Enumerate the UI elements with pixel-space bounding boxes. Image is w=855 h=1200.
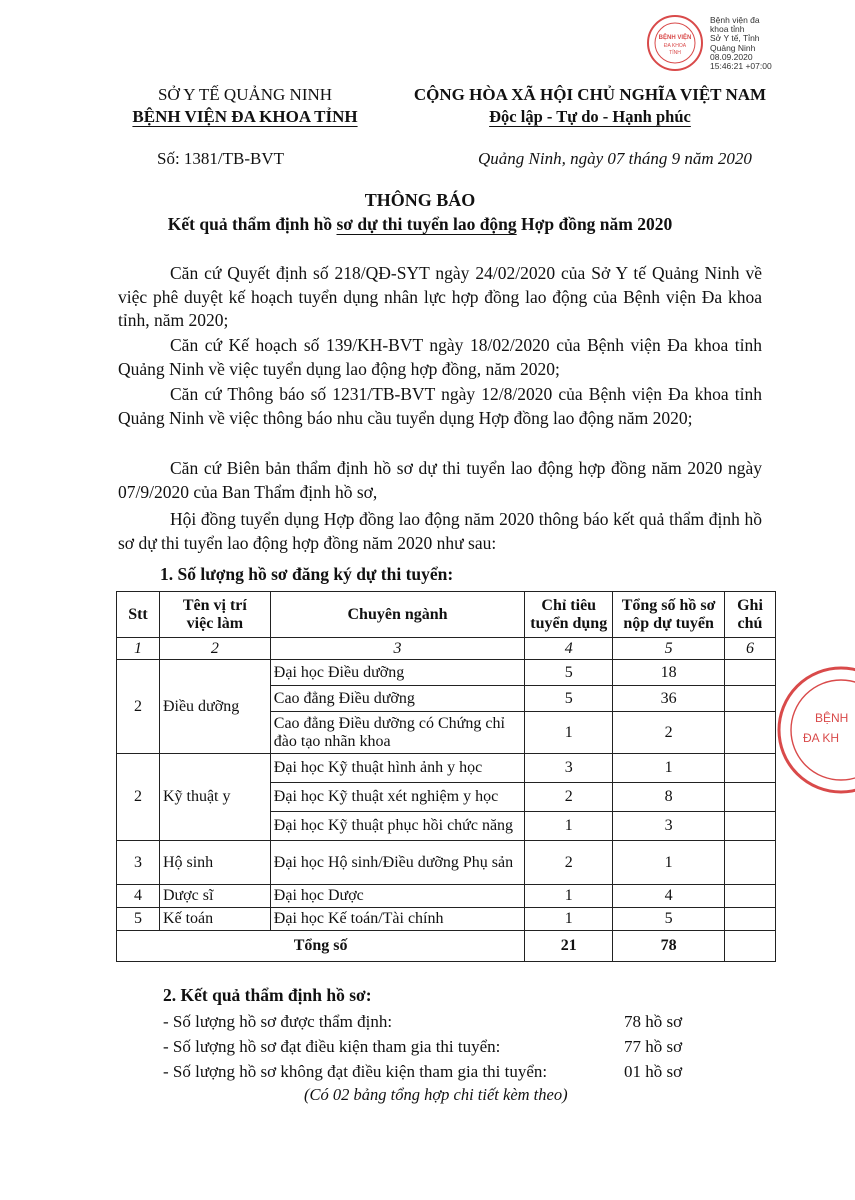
cell-total: 3 (613, 812, 725, 841)
table-row (117, 908, 776, 931)
cell-note (725, 812, 776, 841)
cell-major: Đại học Kỹ thuật xét nghiệm y học (270, 783, 525, 812)
subtitle-part: Kết quả thẩm định hồ (167, 214, 337, 234)
signature-line: Bệnh viện đa (710, 15, 760, 25)
header-stt: Stt (117, 592, 160, 638)
cell-major: Cao đẳng Điều dưỡng (270, 686, 525, 712)
document-subtitle (60, 214, 780, 235)
paragraph: Căn cứ Quyết định số 218/QĐ-SYT ngày 24/02/2020 của Sở Y tế Quảng Ninh về việc phê duyệt kế hoạch tuyển dụng nhân lực hợp đồng lao động của Bệnh viện Đa khoa tỉnh, năm 2020; (118, 263, 762, 331)
header-position (159, 592, 270, 638)
agency-line-1: SỞ Y TẾ QUẢNG NINH (157, 85, 333, 104)
cell-position: Dược sĩ (159, 885, 270, 908)
cell-stt: 3 (117, 841, 160, 885)
cell-major: Đại học Dược (270, 885, 525, 908)
signature-line: 15:46:21 +07:00 (710, 61, 772, 72)
header-line: chú (737, 614, 763, 632)
cell-note (725, 908, 776, 931)
cell-total: 1 (613, 754, 725, 783)
cell-position: Kỹ thuật y (159, 754, 270, 841)
motto: Độc lập - Tự do - Hạnh phúc (489, 107, 691, 126)
svg-text:ĐA KHOA: ĐA KHOA (663, 43, 687, 49)
paragraph: Hội đồng tuyển dụng Hợp đồng lao động năm 2020 thông báo kết quả thẩm định hồ sơ dự thi tuyển lao động hợp đồng năm 2020 như sau: (118, 509, 762, 553)
header-line: Tổng số hồ sơ (621, 596, 716, 614)
digital-signature-info (710, 16, 820, 71)
result-label: - Số lượng hồ sơ đạt điều kiện tham gia thi tuyển: (163, 1037, 501, 1056)
header-line: nộp dự tuyển (623, 614, 714, 632)
document-title: THÔNG BÁO (364, 190, 476, 210)
table-row (117, 885, 776, 908)
signature-line: Quảng Ninh (710, 42, 756, 53)
total-quota: 21 (525, 931, 613, 962)
result-label: - Số lượng hồ sơ không đạt điều kiện tham gia thi tuyển: (163, 1062, 548, 1081)
header-quota (525, 592, 613, 638)
index-cell: 6 (725, 638, 776, 660)
section-1-title: 1. Số lượng hồ sơ đăng ký dự thi tuyển: (160, 564, 454, 584)
cell-total: 4 (613, 885, 725, 908)
result-value: 78 hồ sơ (624, 1012, 683, 1031)
cell-major: Đại học Điều dưỡng (270, 660, 525, 686)
paragraph: Căn cứ Thông báo số 1231/TB-BVT ngày 12/8/2020 của Bệnh viện Đa khoa tỉnh Quảng Ninh về việc thông báo nhu cầu tuyển dụng Hợp đồng lao động năm 2020; (118, 384, 762, 428)
subtitle-part: Hợp đồng năm 2020 (516, 214, 673, 234)
svg-text:TỈNH: TỈNH (669, 50, 681, 56)
result-label: - Số lượng hồ sơ được thẩm định: (163, 1012, 393, 1031)
result-value: 77 hồ sơ (624, 1037, 683, 1056)
header-total (613, 592, 725, 638)
digital-signature-seal (646, 14, 704, 72)
document-number: Số: 1381/TB-BVT (157, 149, 285, 168)
cell-note (725, 754, 776, 783)
header-line: Chỉ tiêu (541, 596, 597, 614)
cell-quota: 1 (525, 885, 613, 908)
paragraph: Căn cứ Biên bản thẩm định hồ sơ dự thi tuyển lao động hợp đồng năm 2020 ngày 07/9/2020 của Ban Thẩm định hồ sơ, (118, 458, 762, 502)
total-label: Tổng số (117, 931, 525, 962)
table-row (117, 841, 776, 885)
hospital-seal (775, 664, 855, 796)
header-major: Chuyên ngành (270, 592, 525, 638)
cell-position: Điều dưỡng (159, 660, 270, 754)
cell-stt: 4 (117, 885, 160, 908)
table-row (117, 660, 776, 686)
national-header (380, 84, 800, 128)
cell-major: Cao đẳng Điều dưỡng có Chứng chỉ đào tạo nhãn khoa (270, 712, 525, 754)
cell-total: 36 (613, 686, 725, 712)
issuing-agency (100, 84, 390, 128)
header-line: tuyển dụng (530, 614, 608, 632)
table-index-row (117, 638, 776, 660)
header-line: Tên vị trí (182, 596, 247, 614)
cell-note (725, 885, 776, 908)
cell-position: Hộ sinh (159, 841, 270, 885)
header-line: việc làm (186, 614, 244, 632)
cell-major: Đại học Hộ sinh/Điều dưỡng Phụ sản (270, 841, 525, 885)
header-line: Ghi (737, 596, 763, 614)
header-note (725, 592, 776, 638)
agency-line-2: BỆNH VIỆN ĐA KHOA TỈNH (132, 107, 358, 126)
cell-note (725, 660, 776, 686)
applications-table (116, 591, 776, 962)
cell-total: 2 (613, 712, 725, 754)
svg-text:ĐA KH: ĐA KH (803, 731, 840, 745)
table-row (117, 754, 776, 783)
subtitle-part: sơ dự thi tuyển lao động (336, 214, 517, 234)
cell-quota: 5 (525, 660, 613, 686)
paragraph: Căn cứ Kế hoạch số 139/KH-BVT ngày 18/02/2020 của Bệnh viện Đa khoa tỉnh Quảng Ninh về việc tuyển dụng lao động hợp đồng, năm 2020; (118, 335, 762, 379)
total-applications: 78 (613, 931, 725, 962)
attachment-note: (Có 02 bảng tổng hợp chi tiết kèm theo) (304, 1085, 568, 1104)
index-cell: 2 (159, 638, 270, 660)
cell-quota: 1 (525, 712, 613, 754)
index-cell: 4 (525, 638, 613, 660)
cell-major: Đại học Kỹ thuật hình ảnh y học (270, 754, 525, 783)
cell-stt: 2 (117, 660, 160, 754)
svg-text:BỆNH: BỆNH (815, 711, 849, 725)
index-cell: 5 (613, 638, 725, 660)
table-total-row (117, 931, 776, 962)
nation-title: CỘNG HÒA XÃ HỘI CHỦ NGHĨA VIỆT NAM (413, 85, 767, 104)
cell-total: 5 (613, 908, 725, 931)
cell-quota: 3 (525, 754, 613, 783)
cell-quota: 1 (525, 812, 613, 841)
signature-line: khoa tỉnh (710, 24, 745, 35)
cell-quota: 5 (525, 686, 613, 712)
place-date: Quảng Ninh, ngày 07 tháng 9 năm 2020 (478, 149, 752, 168)
cell-note (725, 783, 776, 812)
cell-position: Kế toán (159, 908, 270, 931)
cell-note (725, 931, 776, 962)
cell-note (725, 712, 776, 754)
index-cell: 1 (117, 638, 160, 660)
cell-stt: 5 (117, 908, 160, 931)
index-cell: 3 (270, 638, 525, 660)
cell-stt: 2 (117, 754, 160, 841)
cell-note (725, 841, 776, 885)
cell-total: 18 (613, 660, 725, 686)
cell-major: Đại học Kế toán/Tài chính (270, 908, 525, 931)
signature-line: 08.09.2020 (710, 51, 753, 62)
svg-text:BỆNH VIỆN: BỆNH VIỆN (658, 35, 692, 41)
cell-major: Đại học Kỹ thuật phục hồi chức năng (270, 812, 525, 841)
table-header-row (117, 592, 776, 638)
section-2-title: 2. Kết quả thẩm định hồ sơ: (163, 985, 372, 1005)
cell-total: 1 (613, 841, 725, 885)
cell-note (725, 686, 776, 712)
cell-quota: 2 (525, 841, 613, 885)
cell-quota: 2 (525, 783, 613, 812)
cell-quota: 1 (525, 908, 613, 931)
result-value: 01 hồ sơ (624, 1062, 683, 1081)
signature-line: Sở Y tế, Tỉnh (710, 33, 760, 44)
cell-total: 8 (613, 783, 725, 812)
